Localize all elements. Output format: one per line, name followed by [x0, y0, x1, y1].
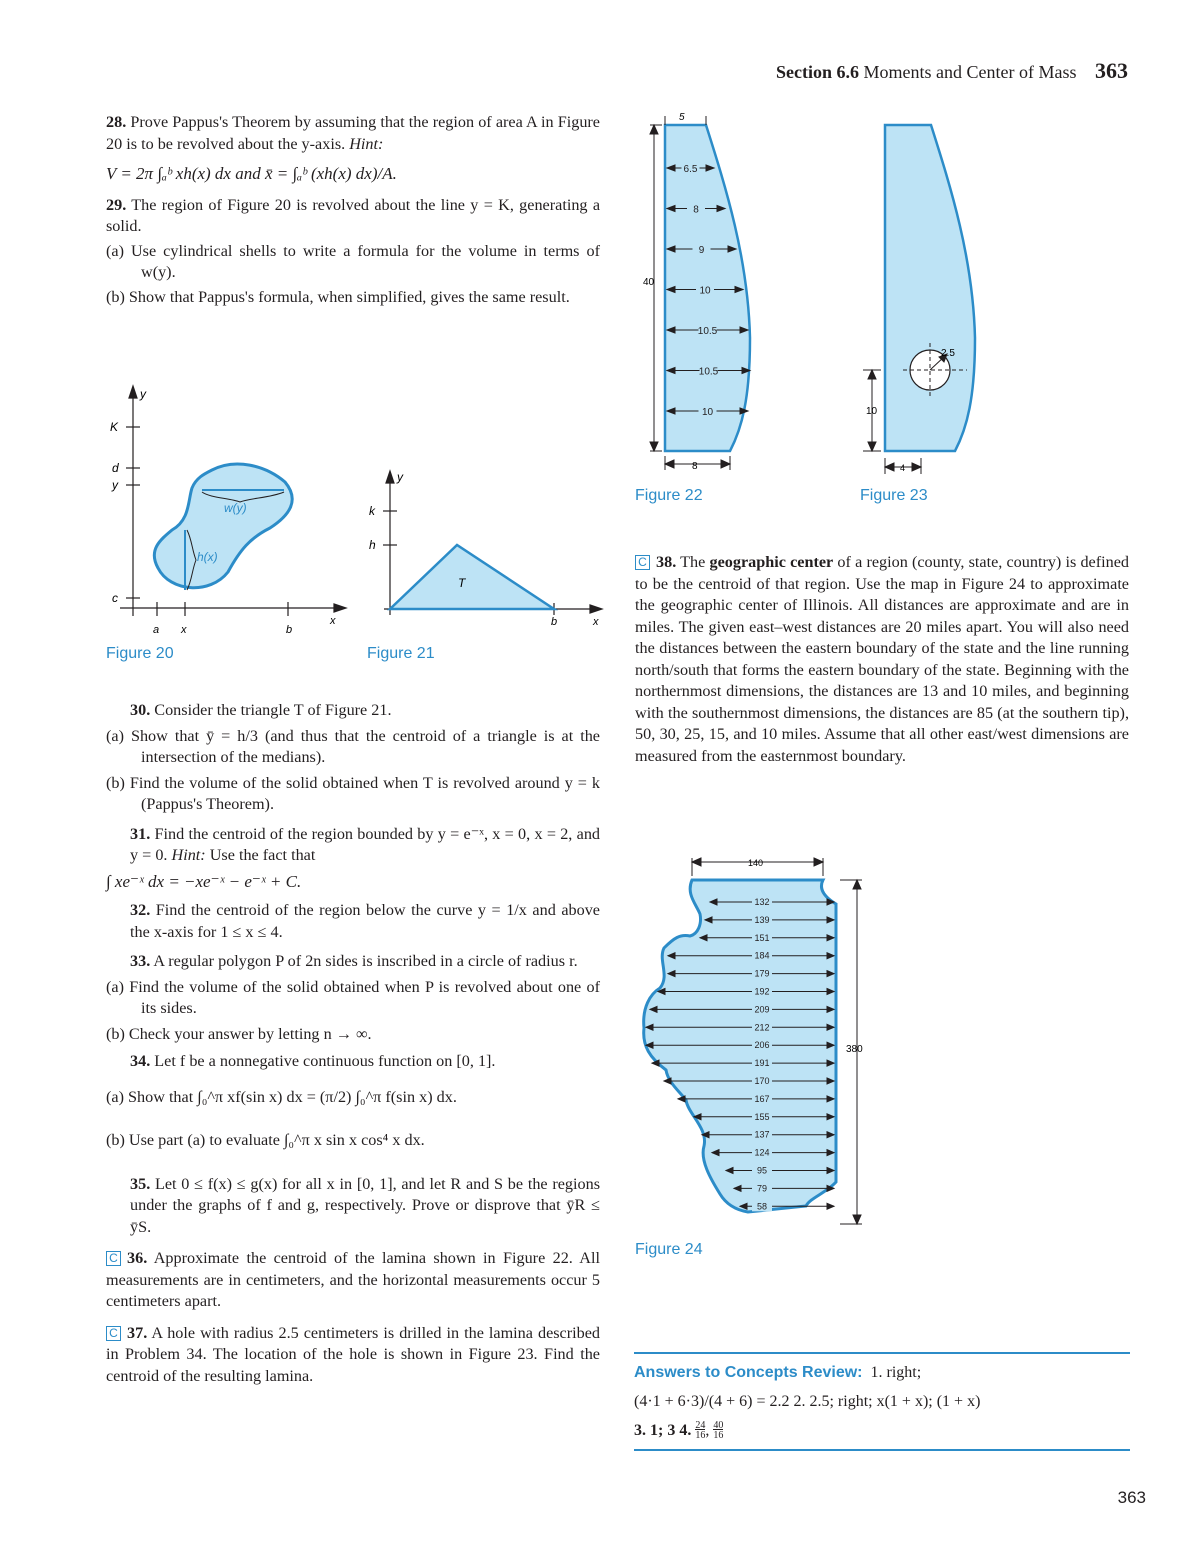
fig24-width-label: 151 — [754, 932, 770, 943]
fig22-width-label: 10.5 — [698, 366, 719, 378]
fig24-width-label: 184 — [754, 950, 770, 961]
problem-36: C 36. Approximate the centroid of the lamina shown in Figure 22. All measurements are in centimeters, and the horizontal measurements occur 5 centimeters apart. — [106, 1249, 600, 1310]
fig24-width-label: 137 — [754, 1129, 770, 1140]
fig22-width-label: 10 — [699, 285, 711, 297]
problem-28-formula: V = 2π ∫ₐᵇ xh(x) dx and x̄ = ∫ₐᵇ (xh(x) dx)/A. — [106, 164, 397, 183]
figure-21 — [360, 465, 610, 635]
fig20-y-label: y — [140, 387, 146, 401]
fig22-top-label: 5 — [679, 112, 685, 123]
problem-30: 30. Consider the triangle T of Figure 21. — [130, 701, 392, 719]
problems-30-37 — [106, 700, 600, 1387]
fig20-c-label: c — [112, 591, 118, 605]
fig22-width-label: 6.5 — [683, 164, 698, 175]
problem-29: 29. The region of Figure 20 is revolved about the line y = K, generating a solid. — [106, 195, 600, 235]
fig23-offset-label: 4 — [900, 463, 906, 473]
fig20-h-label: h(x) — [197, 550, 218, 564]
fig24-width-label: 192 — [754, 986, 770, 997]
fig22-width-label: 10.5 — [697, 326, 718, 337]
fig22-height-label: 40 — [643, 277, 655, 288]
problem-31-formula: ∫ xe⁻ˣ dx = −xe⁻ˣ − e⁻ˣ + C. — [106, 871, 302, 891]
problem-28: 28. Prove Pappus's Theorem by assuming that the region of area A in Figure 20 is to be revolved about the y-axis. Hint: — [106, 113, 600, 153]
fig22-width-label: 9 — [698, 245, 705, 256]
fig24-height-label: 380 — [846, 1044, 863, 1055]
figure-21-caption: Figure 21 — [367, 645, 435, 662]
fig24-width-label: 212 — [754, 1022, 770, 1033]
fig20-yy-label: y — [112, 478, 118, 492]
fig24-width-label: 170 — [754, 1076, 770, 1086]
fig23-radius-label: 2.5 — [941, 348, 955, 359]
figure-23 — [855, 108, 985, 480]
fig20-xaxis-label: x — [330, 615, 336, 627]
figure-24 — [630, 848, 880, 1228]
problem-32: 32. Find the centroid of the region below the curve y = 1/x and above the x-axis for 1 ≤ x ≤ 4. — [130, 901, 600, 941]
calculator-badge: C — [635, 555, 650, 570]
header-page-number: 363 — [1095, 58, 1128, 83]
problem-30a: (a) Show that ȳ = h/3 (and thus that the centroid of a triangle is at the intersection of the medians). — [106, 726, 600, 766]
figure-22-caption: Figure 22 — [635, 487, 703, 504]
problem-31: 31. Find the centroid of the region bounded by y = e⁻ˣ, x = 0, x = 2, and y = 0. Hint: Use the fact that — [130, 824, 601, 864]
region-a — [154, 464, 292, 588]
problem-34b: (b) Use part (a) to evaluate ∫₀^π x sin x cos⁴ x dx. — [106, 1131, 425, 1149]
fig24-width-label: 132 — [754, 897, 770, 907]
fig24-width-label: 191 — [754, 1058, 770, 1069]
fig22-bottom-label: 8 — [692, 461, 698, 472]
problem-38-block — [635, 552, 1129, 767]
figure-20 — [100, 380, 360, 640]
fig20-K-label: K — [110, 420, 119, 434]
problem-37: C 37. A hole with radius 2.5 centimeters is drilled in the lamina described in Problem 34. The location of the hole is shown in Figure 23. Find the centroid of the resulting lamina. — [106, 1323, 600, 1385]
header-section: Section 6.6 — [776, 62, 860, 82]
header-title: Moments and Center of Mass — [863, 62, 1077, 82]
fig24-width-label: 167 — [754, 1093, 770, 1104]
fig23-height-label: 10 — [866, 406, 878, 417]
fig24-width-label: 95 — [756, 1165, 768, 1176]
answers-concepts-review — [634, 1352, 1130, 1451]
fig24-width-label: 139 — [754, 914, 770, 925]
figure-23-caption: Figure 23 — [860, 487, 928, 504]
problem-29b: (b) Show that Pappus's formula, when simplified, gives the same result. — [106, 287, 570, 306]
answers-label: Answers to Concepts Review: — [634, 1364, 863, 1381]
footer-page-number: 363 — [1117, 1488, 1146, 1507]
calculator-badge: C — [106, 1251, 121, 1266]
problem-30b: (b) Find the volume of the solid obtained when T is revolved around y = k (Pappus's Theorem). — [106, 773, 600, 813]
fig21-b-label: b — [551, 616, 558, 628]
fig24-width-label: 206 — [754, 1040, 770, 1051]
calculator-badge: C — [106, 1326, 121, 1341]
fig21-T-label: T — [458, 576, 466, 590]
figure-24-caption: Figure 24 — [635, 1241, 703, 1258]
fig22-width-label: 10 — [701, 407, 714, 418]
fig24-width-label: 179 — [754, 968, 770, 979]
fig24-width-label: 58 — [756, 1201, 768, 1212]
fig24-top-label: 140 — [748, 858, 764, 868]
answers-line-1: Answers to Concepts Review: 1. right; — [634, 1364, 922, 1381]
fig20-w-label: w(y) — [224, 501, 247, 515]
figure-20-caption: Figure 20 — [106, 645, 174, 662]
fig20-b-label: b — [286, 624, 293, 636]
problem-33a: (a) Find the volume of the solid obtained when P is revolved about one of its sides. — [106, 977, 600, 1017]
fig21-y-label: y — [397, 470, 403, 484]
fig24-width-label: 79 — [756, 1183, 768, 1194]
problem-35: 35. Let 0 ≤ f(x) ≤ g(x) for all x in [0, 1], and let R and S be the regions under the graphs of f and g, respectively. Prove or disprove that ȳR ≤ ȳS. — [130, 1174, 601, 1236]
answers-line-2: (4·1 + 6·3)/(4 + 6) = 2.2 2. 2.5; right; x(1 + x); (1 + x) — [634, 1393, 981, 1410]
fig22-width-label: 8 — [693, 204, 699, 216]
fig24-width-label: 124 — [754, 1147, 770, 1158]
problem-38: C 38. The geographic center of a region (county, state, country) is defined to be the centroid of that region. Use the map in Figure 24 to approximate the geographic center of Illinois. All distances are approximate and are in miles. The given east–west distances are 20 miles apart. You will also need the distances between the eastern boundary of the state and the line running north/south that forms the eastern boundary of the state. Beginning with the northernmost dimensions, the distances are 13 and 10 miles, and beginning with the southernmost dimensions, the distances are 85 (at the southern tip), 50, 30, 25, 15, and 10 miles. Assume that all other east/west dimensions are measured from the easternmost boundary. — [635, 553, 1130, 765]
problem-29a: (a) Use cylindrical shells to write a formula for the volume in terms of w(y). — [106, 241, 600, 281]
fig20-x-label: x — [181, 624, 187, 636]
problem-34: 34. Let f be a nonnegative continuous function on [0, 1]. — [130, 1052, 496, 1070]
fig24-width-label: 209 — [754, 1004, 770, 1015]
problem-34a: (a) Show that ∫₀^π xf(sin x) dx = (π/2) ∫₀^π f(sin x) dx. — [106, 1087, 457, 1106]
fig20-d-label: d — [112, 461, 119, 475]
fig21-h-label: h — [369, 538, 376, 552]
fig24-width-label: 155 — [754, 1111, 770, 1122]
problem-33: 33. A regular polygon P of 2n sides is inscribed in a circle of radius r. — [130, 952, 578, 970]
fig21-k-label: k — [369, 504, 375, 518]
problem-33b: (b) Check your answer by letting n → ∞. — [106, 1024, 372, 1043]
answers-line-3: 3. 1; 3 4. $\frac{24}{16}$, $\frac{40}{16}$ — [634, 1420, 724, 1442]
fig20-a-label: a — [153, 624, 160, 636]
fig21-x-label: x — [593, 616, 599, 628]
running-header — [776, 58, 1128, 84]
figure-22 — [630, 108, 760, 480]
problems-28-29 — [106, 112, 600, 308]
